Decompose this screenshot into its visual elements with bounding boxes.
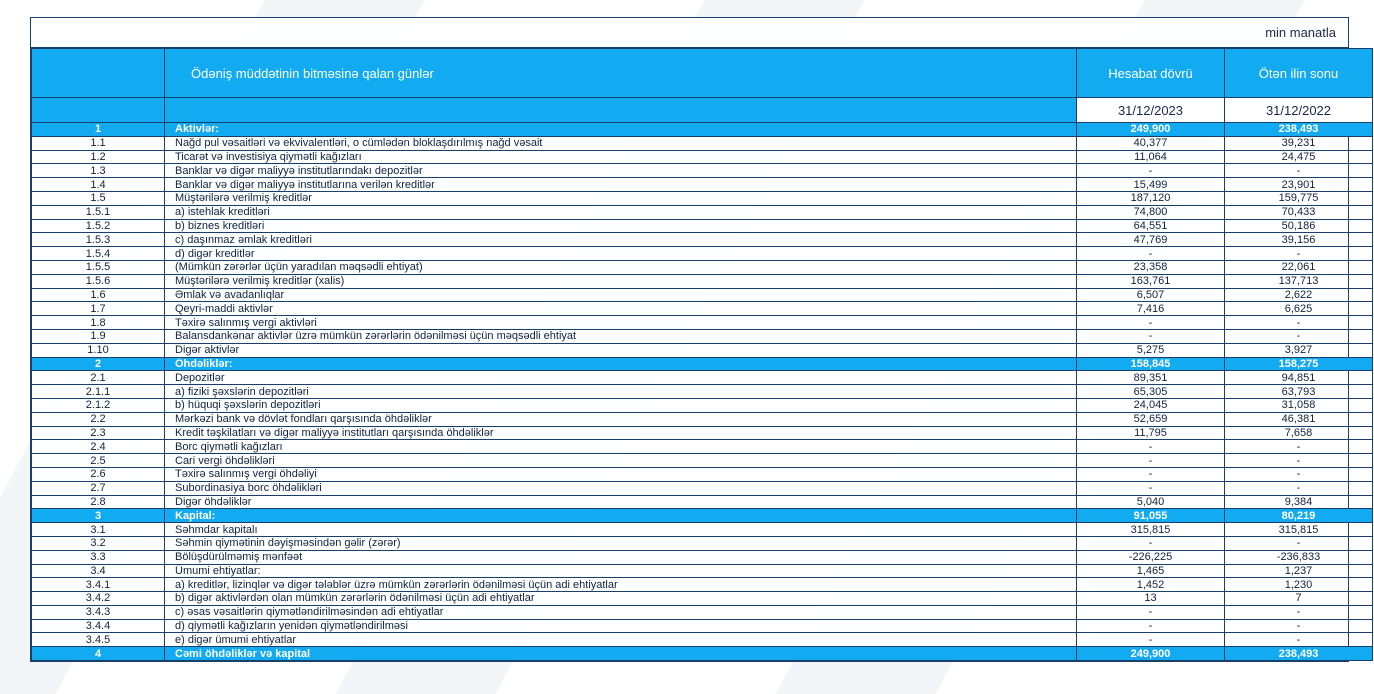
table-row — [32, 247, 1373, 261]
row-label: Borc qiymətli kağızları — [165, 440, 1077, 454]
table-row — [32, 426, 1373, 440]
date-row-no-cell — [32, 98, 165, 123]
row-value-previous: 31,058 — [1225, 398, 1373, 412]
table-body — [32, 123, 1373, 661]
row-label: Banklar və digər maliyyə institutlarındakı depozitlər — [165, 164, 1077, 178]
row-value-reporting: -226,225 — [1077, 550, 1225, 564]
row-label: e) digər ümumi ehtiyatlar — [165, 633, 1077, 647]
row-number: 3.4.4 — [32, 619, 165, 633]
header-title: Ödəniş müddətinin bitməsinə qalan günlər — [165, 49, 1077, 98]
row-value-reporting: - — [1077, 619, 1225, 633]
row-value-previous: 24,475 — [1225, 150, 1373, 164]
row-number: 1 — [32, 123, 165, 137]
row-value-previous: 39,156 — [1225, 233, 1373, 247]
row-value-reporting: 40,377 — [1077, 136, 1225, 150]
row-value-previous: 22,061 — [1225, 260, 1373, 274]
row-value-reporting: 1,452 — [1077, 578, 1225, 592]
table-row — [32, 343, 1373, 357]
row-label: Cəmi öhdəliklər və kapital — [165, 647, 1077, 661]
row-number: 3.4.2 — [32, 592, 165, 606]
row-label: Təxirə salınmış vergi öhdəliyi — [165, 467, 1077, 481]
row-value-previous: - — [1225, 454, 1373, 468]
row-value-reporting: 65,305 — [1077, 385, 1225, 399]
row-value-reporting: - — [1077, 316, 1225, 330]
row-value-previous: 70,433 — [1225, 205, 1373, 219]
row-number: 2.8 — [32, 495, 165, 509]
table-row — [32, 592, 1373, 606]
row-label: Digər öhdəliklər — [165, 495, 1077, 509]
row-value-previous: - — [1225, 316, 1373, 330]
row-value-previous: -236,833 — [1225, 550, 1373, 564]
section-row — [32, 509, 1373, 523]
table-row — [32, 633, 1373, 647]
row-value-reporting: - — [1077, 633, 1225, 647]
table-row — [32, 536, 1373, 550]
row-label: b) biznes kreditləri — [165, 219, 1077, 233]
row-number: 2.1 — [32, 371, 165, 385]
header-reporting-period: Hesabat dövrü — [1077, 49, 1225, 98]
table-row — [32, 302, 1373, 316]
row-number: 3.4.5 — [32, 633, 165, 647]
table-row — [32, 136, 1373, 150]
row-label: Subordinasiya borc öhdəlikləri — [165, 481, 1077, 495]
row-label: a) istehlak kreditləri — [165, 205, 1077, 219]
table-row — [32, 564, 1373, 578]
row-value-previous: - — [1225, 164, 1373, 178]
row-value-reporting: - — [1077, 454, 1225, 468]
row-number: 1.9 — [32, 329, 165, 343]
row-value-reporting: 249,900 — [1077, 123, 1225, 137]
row-number: 1.2 — [32, 150, 165, 164]
row-number: 3.3 — [32, 550, 165, 564]
table-row — [32, 178, 1373, 192]
row-value-previous: - — [1225, 605, 1373, 619]
row-value-reporting: - — [1077, 536, 1225, 550]
row-label: d) qiymətli kağızların yenidən qiymətləndirilməsi — [165, 619, 1077, 633]
row-label: d) digər kreditlər — [165, 247, 1077, 261]
row-value-reporting: 249,900 — [1077, 647, 1225, 661]
date-row — [32, 98, 1373, 123]
row-number: 3 — [32, 509, 165, 523]
row-label: Səhmdar kapitalı — [165, 523, 1077, 537]
row-label: Aktivlər: — [165, 123, 1077, 137]
row-value-previous: 80,219 — [1225, 509, 1373, 523]
row-value-reporting: 91,055 — [1077, 509, 1225, 523]
row-number: 1.6 — [32, 288, 165, 302]
row-label: Mərkəzi bank və dövlət fondları qarşısında öhdəliklər — [165, 412, 1077, 426]
row-number: 1.10 — [32, 343, 165, 357]
row-label: Balansdankənar aktivlər üzrə mümkün zərərlərin ödənilməsi üçün məqsədli ehtiyat — [165, 329, 1077, 343]
row-label: Nağd pul vəsaitləri və ekvivalentləri, o cümlədən bloklaşdırılmış nağd vəsait — [165, 136, 1077, 150]
row-value-reporting: - — [1077, 440, 1225, 454]
row-value-reporting: 5,040 — [1077, 495, 1225, 509]
table-row — [32, 578, 1373, 592]
row-label: b) digər aktivlərdən olan mümkün zərərlərin ödənilməsi üçün adi ehtiyatlar — [165, 592, 1077, 606]
table-row — [32, 164, 1373, 178]
row-value-previous: 2,622 — [1225, 288, 1373, 302]
row-value-reporting: 6,507 — [1077, 288, 1225, 302]
row-number: 1.5.1 — [32, 205, 165, 219]
row-value-previous: - — [1225, 467, 1373, 481]
row-value-previous: 9,384 — [1225, 495, 1373, 509]
row-label: Əmlak və avadanlıqlar — [165, 288, 1077, 302]
row-value-reporting: - — [1077, 247, 1225, 261]
row-value-reporting: 163,761 — [1077, 274, 1225, 288]
row-number: 2.4 — [32, 440, 165, 454]
row-label: Təxirə salınmış vergi aktivləri — [165, 316, 1077, 330]
table-row — [32, 605, 1373, 619]
row-value-reporting: 64,551 — [1077, 219, 1225, 233]
row-number: 2.6 — [32, 467, 165, 481]
row-value-reporting: 24,045 — [1077, 398, 1225, 412]
row-value-reporting: - — [1077, 164, 1225, 178]
date-previous-year-end: 31/12/2022 — [1225, 98, 1373, 123]
row-number: 1.5 — [32, 191, 165, 205]
row-label: a) kreditlər, lizinqlər və digər tələblər üzrə mümkün zərərlərin ödənilməsi üçün adi ehtiyatlar — [165, 578, 1077, 592]
row-value-previous: 7,658 — [1225, 426, 1373, 440]
row-value-previous: 315,815 — [1225, 523, 1373, 537]
table-row — [32, 412, 1373, 426]
row-number: 1.5.3 — [32, 233, 165, 247]
row-number: 1.5.5 — [32, 260, 165, 274]
row-label: Digər aktivlər — [165, 343, 1077, 357]
row-number: 4 — [32, 647, 165, 661]
section-row — [32, 123, 1373, 137]
row-value-previous: 159,775 — [1225, 191, 1373, 205]
row-number: 2.1.1 — [32, 385, 165, 399]
row-value-reporting: - — [1077, 605, 1225, 619]
header-row — [32, 49, 1373, 98]
row-label: Kredit təşkilatları və digər maliyyə institutları qarşısında öhdəliklər — [165, 426, 1077, 440]
row-value-reporting: - — [1077, 467, 1225, 481]
row-label: Depozitlər — [165, 371, 1077, 385]
row-value-previous: - — [1225, 619, 1373, 633]
row-value-previous: 238,493 — [1225, 647, 1373, 661]
row-value-reporting: 13 — [1077, 592, 1225, 606]
data-table — [31, 48, 1373, 661]
row-number: 2.5 — [32, 454, 165, 468]
row-value-previous: 23,901 — [1225, 178, 1373, 192]
row-number: 2.7 — [32, 481, 165, 495]
row-number: 1.3 — [32, 164, 165, 178]
row-label: Cari vergi öhdəlikləri — [165, 454, 1077, 468]
row-value-reporting: - — [1077, 481, 1225, 495]
table-row — [32, 523, 1373, 537]
row-label: Səhmin qiymətinin dəyişməsindən gəlir (zərər) — [165, 536, 1077, 550]
table-row — [32, 619, 1373, 633]
balance-sheet-table — [30, 17, 1349, 662]
table-row — [32, 316, 1373, 330]
row-label: a) fiziki şəxslərin depozitləri — [165, 385, 1077, 399]
table-row — [32, 467, 1373, 481]
section-row — [32, 357, 1373, 371]
table-row — [32, 385, 1373, 399]
table-row — [32, 205, 1373, 219]
table-row — [32, 454, 1373, 468]
row-value-previous: 238,493 — [1225, 123, 1373, 137]
row-label: c) daşınmaz əmlak kreditləri — [165, 233, 1077, 247]
row-value-reporting: 7,416 — [1077, 302, 1225, 316]
row-number: 1.5.2 — [32, 219, 165, 233]
row-value-previous: 7 — [1225, 592, 1373, 606]
row-label: (Mümkün zərərlər üçün yaradılan məqsədli ehtiyat) — [165, 260, 1077, 274]
row-label: Qeyri-maddi aktivlər — [165, 302, 1077, 316]
row-number: 1.1 — [32, 136, 165, 150]
table-row — [32, 371, 1373, 385]
row-label: Kapital: — [165, 509, 1077, 523]
row-value-reporting: 23,358 — [1077, 260, 1225, 274]
row-value-previous: 50,186 — [1225, 219, 1373, 233]
row-value-previous: 46,381 — [1225, 412, 1373, 426]
row-value-reporting: 52,659 — [1077, 412, 1225, 426]
row-value-previous: - — [1225, 481, 1373, 495]
table-row — [32, 219, 1373, 233]
row-value-reporting: 47,769 — [1077, 233, 1225, 247]
table-row — [32, 495, 1373, 509]
row-label: Ümumi ehtiyatlar: — [165, 564, 1077, 578]
table-row — [32, 233, 1373, 247]
row-value-reporting: 15,499 — [1077, 178, 1225, 192]
row-label: Ticarət və investisiya qiymətli kağızları — [165, 150, 1077, 164]
row-label: Müştərilərə verilmiş kreditlər — [165, 191, 1077, 205]
table-row — [32, 440, 1373, 454]
table-row — [32, 481, 1373, 495]
row-number: 1.4 — [32, 178, 165, 192]
row-value-reporting: 74,800 — [1077, 205, 1225, 219]
row-value-reporting: 158,845 — [1077, 357, 1225, 371]
row-number: 3.4.3 — [32, 605, 165, 619]
row-value-reporting: 89,351 — [1077, 371, 1225, 385]
row-value-previous: 94,851 — [1225, 371, 1373, 385]
header-no-cell — [32, 49, 165, 98]
header-previous-year-end: Ötən ilin sonu — [1225, 49, 1373, 98]
row-value-reporting: 1,465 — [1077, 564, 1225, 578]
row-number: 1.7 — [32, 302, 165, 316]
row-value-previous: 137,713 — [1225, 274, 1373, 288]
table-row — [32, 398, 1373, 412]
table-row — [32, 191, 1373, 205]
row-value-previous: - — [1225, 440, 1373, 454]
row-number: 1.5.4 — [32, 247, 165, 261]
table-row — [32, 329, 1373, 343]
table-row — [32, 274, 1373, 288]
row-value-previous: - — [1225, 247, 1373, 261]
row-label: Banklar və digər maliyyə institutlarına verilən kreditlər — [165, 178, 1077, 192]
row-number: 3.2 — [32, 536, 165, 550]
row-value-previous: 6,625 — [1225, 302, 1373, 316]
row-label: b) hüquqi şəxslərin depozitləri — [165, 398, 1077, 412]
row-number: 2.3 — [32, 426, 165, 440]
row-value-reporting: 187,120 — [1077, 191, 1225, 205]
row-value-previous: 39,231 — [1225, 136, 1373, 150]
row-value-previous: - — [1225, 536, 1373, 550]
row-number: 1.8 — [32, 316, 165, 330]
table-row — [32, 550, 1373, 564]
row-number: 1.5.6 — [32, 274, 165, 288]
row-value-previous: 1,230 — [1225, 578, 1373, 592]
row-label: c) əsas vəsaitlərin qiymətləndirilməsindən adi ehtiyatlar — [165, 605, 1077, 619]
row-value-previous: 63,793 — [1225, 385, 1373, 399]
row-number: 2 — [32, 357, 165, 371]
row-number: 3.4.1 — [32, 578, 165, 592]
table-row — [32, 288, 1373, 302]
row-value-reporting: 11,064 — [1077, 150, 1225, 164]
row-number: 2.1.2 — [32, 398, 165, 412]
row-value-previous: 1,237 — [1225, 564, 1373, 578]
unit-label: min manatla — [31, 18, 1348, 48]
date-reporting-period: 31/12/2023 — [1077, 98, 1225, 123]
row-value-reporting: 11,795 — [1077, 426, 1225, 440]
table-row — [32, 260, 1373, 274]
table-row — [32, 150, 1373, 164]
row-number: 2.2 — [32, 412, 165, 426]
row-value-reporting: 315,815 — [1077, 523, 1225, 537]
row-label: Öhdəliklər: — [165, 357, 1077, 371]
row-number: 3.1 — [32, 523, 165, 537]
section-row — [32, 647, 1373, 661]
row-value-previous: - — [1225, 633, 1373, 647]
row-label: Müştərilərə verilmiş kreditlər (xalis) — [165, 274, 1077, 288]
row-value-reporting: 5,275 — [1077, 343, 1225, 357]
date-row-label-cell — [165, 98, 1077, 123]
row-label: Bölüşdürülməmiş mənfəət — [165, 550, 1077, 564]
row-value-previous: - — [1225, 329, 1373, 343]
row-value-previous: 3,927 — [1225, 343, 1373, 357]
row-value-reporting: - — [1077, 329, 1225, 343]
row-value-previous: 158,275 — [1225, 357, 1373, 371]
row-number: 3.4 — [32, 564, 165, 578]
